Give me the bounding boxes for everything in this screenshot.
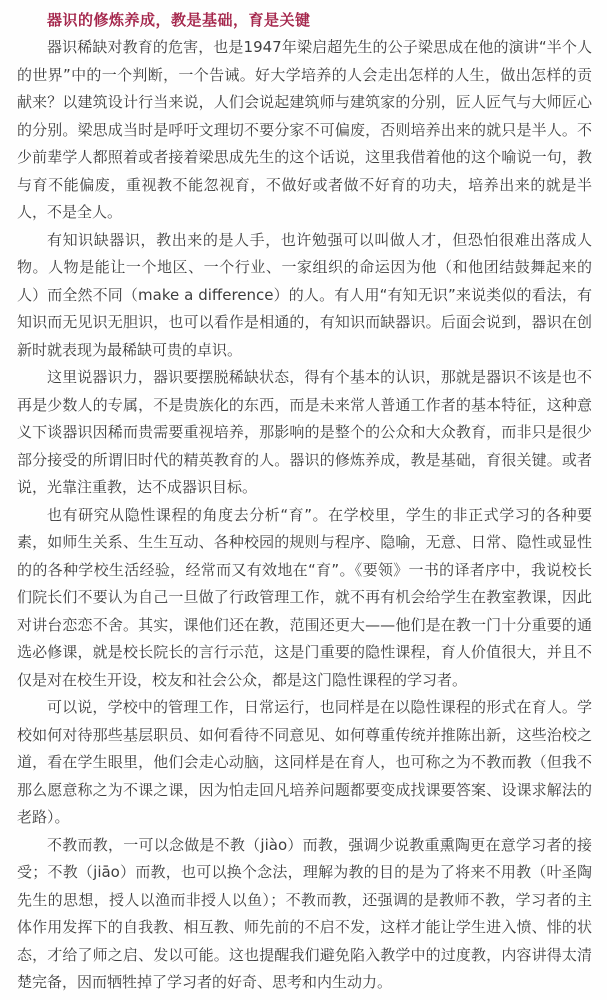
paragraph-6: 不教而教，一可以念做是不教（jiào）而教，强调少说教重熏陶更在意学习者的接受；不教（jiāo）而教，也可以换个念法，理解为教的目的是为了将来不用教（叶圣陶先生的思想，授人以渔而非授人以鱼）；不教而教，还强调的是教师不教，学习者的主体作用发挥下的自我教、相互教、师先前的不启不发，这样才能让学生进入愤、悱的状态，才给了师之启、发以可能。这也提醒我们避免陷入教学中的过度教，内容讲得太清楚完备，因而牺牲掉了学习者的好奇、思考和内生动力。 bbox=[17, 835, 592, 991]
paragraph-1: 器识稀缺对教育的危害，也是1947年梁启超先生的公子梁思成在他的演讲“半个人的世界”中的一个判断，一个告诫。好大学培养的人会走出怎样的人生，做出怎样的贡献来？以建筑设计行当来说，人们会说起建筑师与建筑家的分别，匠人匠气与大师匠心的分别。梁思成当时是呼吁文理切不要分家不可偏废，否则培养出来的就只是半人。不少前辈学人都照着或者接着梁思成先生的这个话说，这里我借着他的这个喻说一句，教与育不能偏废，重视教不能忽视育，不做好或者做不好育的功夫，培养出来的就是半人，不是全人。 bbox=[17, 38, 592, 221]
paragraph-3: 这里说器识力，器识要摆脱稀缺状态，得有个基本的认识，那就是器识不该是也不再是少数人的专属，不是贵族化的东西，而是未来常人普通工作者的基本特征，这种意义下谈器识因稀而贵需要重视培养，那影响的是整个的公众和大众教育，而非只是很少部分接受的所谓旧时代的精英教育的人。器识的修炼养成，教是基础，育很关键。或者说，光靠注重教，达不成器识目标。 bbox=[17, 368, 592, 496]
article-body bbox=[17, 34, 592, 997]
paragraph-4: 也有研究从隐性课程的角度去分析“育”。在学校里，学生的非正式学习的各种要素，如师生关系、生生互动、各种校园的规则与程序、隐喻，无意、日常、隐性或显性的的各种学校生活经验，经常而又有效地在“育”。《要领》一书的译者序中，我说校长们院长们不要认为自己一旦做了行政管理工作，就不再有机会给学生在教室教课，因此对讲台恋恋不舍。其实，课他们还在教，范围还更大——他们是在教一门十分重要的通选必修课，就是校长院长的言行示范，这是门重要的隐性课程，育人价值很大，并且不仅是对在校生开设，校友和社会公众，都是这门隐性课程的学习者。 bbox=[17, 505, 592, 689]
paragraph-5: 可以说，学校中的管理工作，日常运行，也同样是在以隐性课程的形式在育人。学校如何对待那些基层职员、如何看待不同意见、如何尊重传统并推陈出新，这些治校之道，看在学生眼里，他们会走心动脑，这同样是在育人，也可称之为不教而教（但我不那么愿意称之为不课之课，因为怕走回凡培养问题都要变成找课要答案、设课求解法的老路）。 bbox=[17, 698, 592, 826]
article-title: 器识的修炼养成，教是基础，育是关键 bbox=[47, 11, 311, 29]
paragraph-2: 有知识缺器识，教出来的是人手，也许勉强可以叫做人才，但恐怕很难出落成人物。人物是能让一个地区、一个行业、一家组织的命运因为他（和他团结鼓舞起来的人）而全然不同（make a difference）的人。有人用“有知无识”来说类似的看法，有知识而无见识无胆识，也可以看作是相通的，有知识而缺器识。后面会说到，器识在创新时就表现为最稀缺可贵的卓识。 bbox=[17, 230, 592, 359]
